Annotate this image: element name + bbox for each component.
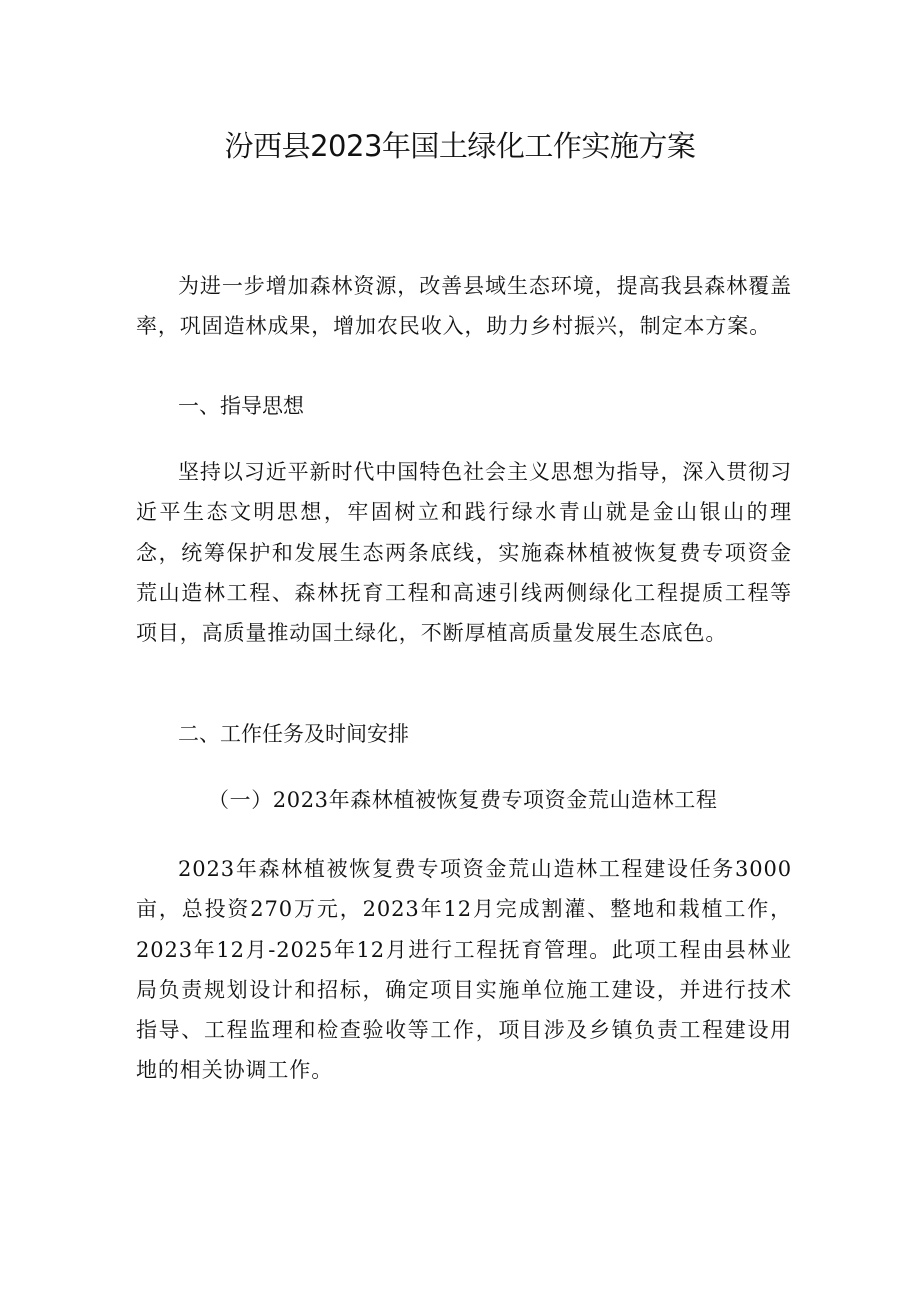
subsection-heading-afforestation-project: （一）2023年森林植被恢复费专项资金荒山造林工程 (208, 788, 718, 812)
intro-paragraph: 为进一步增加森林资源，改善县域生态环境，提高我县森林覆盖率，巩固造林成果，增加农民收入，助力乡村振兴，制定本方案。 (136, 274, 792, 339)
document-title: 汾西县2023年国土绿化工作实施方案 (224, 129, 696, 163)
section-heading-tasks-schedule: 二、工作任务及时间安排 (178, 722, 409, 746)
section-heading-guiding-ideology: 一、指导思想 (178, 394, 304, 418)
guiding-ideology-paragraph: 坚持以习近平新时代中国特色社会主义思想为指导，深入贯彻习近平生态文明思想，牢固树立和践行绿水青山就是金山银山的理念，统筹保护和发展生态两条底线，实施森林植被恢复费专项资金荒山造林工程、森林抚育工程和高速引线两侧绿化工程提质工程等项目，高质量推动国土绿化，不断厚植高质量发展生态底色。 (136, 460, 792, 646)
afforestation-project-paragraph: 2023年森林植被恢复费专项资金荒山造林工程建设任务3000亩，总投资270万元，2023年12月完成割灌、整地和栽植工作，2023年12月-2025年12月进行工程抚育管理。此项工程由县林业局负责规划设计和招标，确定项目实施单位施工建设，并进行技术指导、工程监理和检查验收等工作，项目涉及乡镇负责工程建设用地的相关协调工作。 (136, 857, 792, 1083)
